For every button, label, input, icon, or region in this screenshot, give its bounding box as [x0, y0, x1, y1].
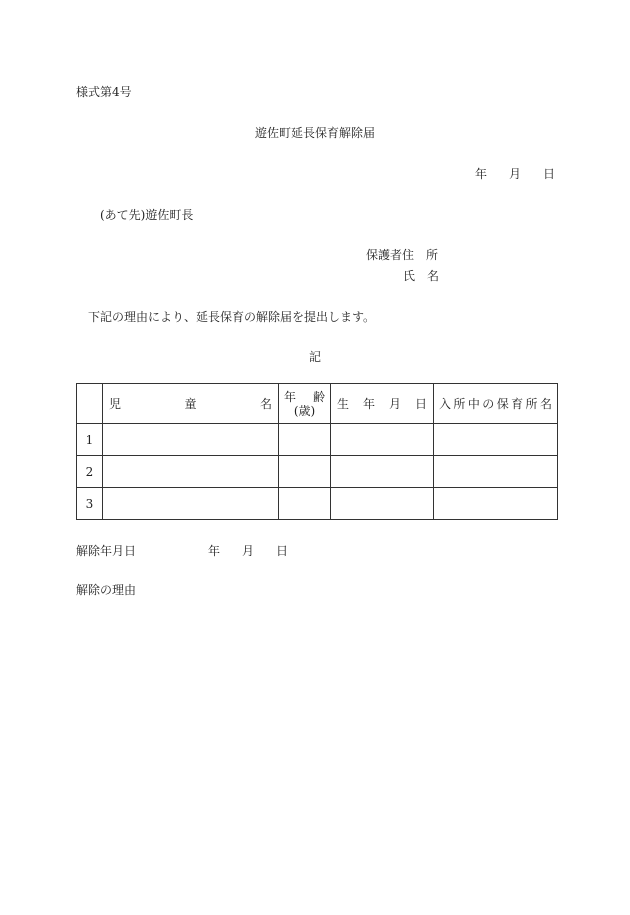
nursery-name-cell[interactable]: [434, 488, 558, 520]
date-month-label: 月: [508, 167, 521, 181]
header-number: [77, 384, 103, 424]
date-year-label: 年: [475, 167, 488, 181]
row-number: 1: [77, 424, 103, 456]
child-name-cell[interactable]: [103, 488, 279, 520]
cancel-date-label: 解除年月日: [76, 544, 137, 558]
header-birth-char: 日: [414, 397, 427, 411]
cancel-day-label: 日: [275, 544, 288, 558]
submission-date-line: [475, 166, 555, 182]
table-row: [77, 456, 558, 488]
table-row: [77, 488, 558, 520]
nursery-name-cell[interactable]: [434, 456, 558, 488]
header-nursery-name: [434, 384, 558, 424]
header-child-name: [103, 384, 279, 424]
header-age-unit: (歳): [293, 403, 316, 418]
cancel-reason-label: 解除の理由: [76, 583, 137, 597]
child-name-cell[interactable]: [103, 424, 279, 456]
child-name-cell[interactable]: [103, 456, 279, 488]
header-child-name-char: 名: [259, 397, 272, 411]
birth-date-cell[interactable]: [331, 456, 434, 488]
header-birth-char: 年: [362, 397, 375, 411]
form-number: 様式第4号: [76, 85, 132, 99]
header-child-name-char: 児: [109, 397, 122, 411]
age-cell[interactable]: [279, 456, 331, 488]
header-age-char: 年: [284, 389, 297, 404]
row-number: 3: [77, 488, 103, 520]
header-birth-char: 生: [337, 397, 350, 411]
nursery-name-cell[interactable]: [434, 424, 558, 456]
table-header-row: [77, 384, 558, 424]
header-nursery-char: 所: [525, 397, 538, 411]
header-nursery-char: 所: [453, 397, 466, 411]
document-title: 遊佐町延長保育解除届: [254, 126, 375, 140]
ki-heading: 記: [308, 350, 321, 364]
header-child-name-char: 童: [184, 397, 197, 411]
cancel-month-label: 月: [241, 544, 254, 558]
birth-date-cell[interactable]: [331, 424, 434, 456]
header-nursery-char: 保: [496, 397, 509, 411]
age-cell[interactable]: [279, 488, 331, 520]
header-age: [279, 384, 331, 424]
header-birth-char: 月: [388, 397, 401, 411]
header-nursery-char: 入: [439, 397, 452, 411]
header-age-char: 齢: [312, 389, 325, 404]
guardian-name-label: 氏 名: [403, 269, 440, 283]
children-table: [76, 383, 558, 520]
header-nursery-char: 中: [467, 397, 480, 411]
header-birth-date: [331, 384, 434, 424]
header-nursery-char: 育: [511, 397, 524, 411]
row-number: 2: [77, 456, 103, 488]
header-nursery-char: の: [482, 397, 495, 411]
table-row: [77, 424, 558, 456]
age-cell[interactable]: [279, 424, 331, 456]
header-nursery-char: 名: [539, 397, 552, 411]
intro-statement: 下記の理由により、延長保育の解除届を提出します。: [88, 310, 376, 324]
cancel-year-label: 年: [208, 544, 221, 558]
cancel-date-field[interactable]: [208, 543, 288, 559]
guardian-address-label: 保護者住 所: [366, 248, 439, 262]
birth-date-cell[interactable]: [331, 488, 434, 520]
date-day-label: 日: [542, 167, 555, 181]
addressee: (あて先)遊佐町長: [100, 208, 194, 222]
